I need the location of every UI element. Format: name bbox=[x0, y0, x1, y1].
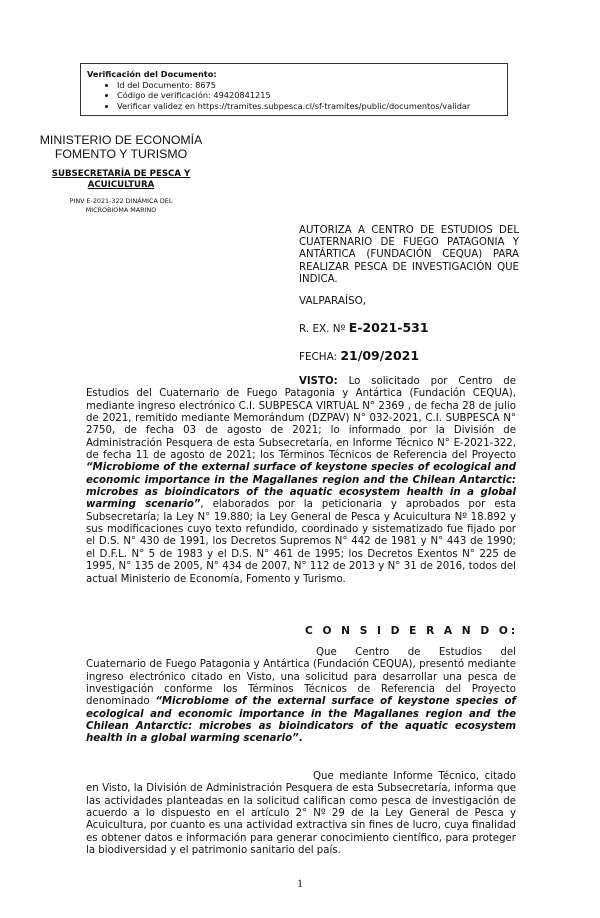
resolution-number bbox=[299, 320, 429, 335]
verification-url: • Verificar validez en https://tramites.subpesca.cl/sf-tramites/public/documentos/validar bbox=[117, 101, 501, 112]
verification-box bbox=[80, 63, 508, 116]
considerando-heading: C O N S I D E R A N D O: bbox=[305, 625, 519, 637]
resolution-value: E-2021-531 bbox=[348, 320, 429, 335]
p1-project-title: “Microbiome of the external surface of keystone species of ecological and economic importance in the Magallanes region and the Chilean Antarctic: microbes as bioindicators of the aquatic ecosystem health in a global warming scenario” bbox=[86, 696, 516, 745]
reference-code bbox=[30, 197, 212, 214]
place: VALPARAÍSO, bbox=[299, 295, 367, 307]
subsecretaria-line-2: ACUICULTURA bbox=[87, 180, 155, 190]
reference-line-2: MICROBIOMA MARINO bbox=[85, 205, 157, 214]
ministry-line-2: FOMENTO Y TURISMO bbox=[54, 147, 188, 161]
p1-text: Que Centro de Estudios del Cuaternario de Fuego Patagonia y Antártica (Fundación CEQUA), presentó mediante ingreso electrónico citado en Visto, una solicitud para desarrollar una pesca de investigación conforme los Términos Técnicos de Referencia del Proyecto denominado bbox=[86, 647, 516, 708]
date-label: FECHA: bbox=[299, 351, 338, 363]
verification-list bbox=[87, 80, 501, 112]
visto-text-b: , elaborados por la peticionaria y aprobados por esta Subsecretaría; la Ley N° 19.880; la Ley General de Pesca y Acuicultura Nº 18.892 y sus modificaciones cuyo texto refundido, coordinado y sistematizado fue fijado por el D.S. N° 430 de 1991, los Decretos Supremos N° 442 de 1981 y N° 443 de 1990; el D.F.L. N° 5 de 1983 y el D.S. N° 461 de 1995; los Decretos Exentos N° 225 de 1995, N° 135 de 2005, N° 434 de 2007, N° 112 de 2013 y N° 31 de 2016, todos del actual Ministerio de Economía, Fomento y Turismo. bbox=[86, 499, 517, 585]
verification-id: • Id del Documento: 8675 bbox=[117, 80, 501, 91]
page-number: 1 bbox=[297, 876, 303, 890]
verification-title: Verificación del Documento: bbox=[87, 69, 217, 79]
p2-text: Que mediante Informe Técnico, citado en Visto, la División de Administración Pesquera de esta Subsecretaría, informa que las actividades planteadas en la solicitud califican como pesca de investigación de acuerdo a lo dispuesto en el artículo 2° Nº 29 de la Ley General de Pesca y Acuicultura, por cuanto es una actividad extractiva sin fines de lucro, cuya finalidad es obtener datos e información para generar conocimiento científico, para proteger la biodiversidad y el patrimonio sanitario del país. bbox=[86, 771, 516, 857]
considerando-paragraph-1 bbox=[86, 647, 516, 746]
visto-paragraph bbox=[86, 376, 516, 586]
reference-line-1: PINV E-2021-322 DINÁMICA DEL bbox=[69, 197, 173, 205]
ministry-name bbox=[30, 133, 212, 161]
date-value: 21/09/2021 bbox=[340, 348, 420, 363]
resolution-date bbox=[299, 348, 419, 363]
visto-project-title: “Microbiome of the external surface of keystone species of ecological and economic importance in the Magallanes region and the Chilean Antarctic: microbes as bioindicators of the aquatic ecosystem health in a global warming scenario” bbox=[86, 462, 516, 511]
subsecretaria-name bbox=[30, 169, 212, 191]
ministry-line-1: MINISTERIO DE ECONOMÍA bbox=[39, 133, 203, 147]
verification-code: • Código de verificación: 49420841215 bbox=[117, 90, 501, 101]
visto-label: VISTO: bbox=[299, 376, 338, 387]
p1-end: . bbox=[298, 733, 303, 745]
subsecretaria-line-1: SUBSECRETARÍA DE PESCA Y bbox=[51, 169, 191, 179]
resolution-title: AUTORIZA A CENTRO DE ESTUDIOS DEL CUATERNARIO DE FUEGO PATAGONIA Y ANTÁRTICA (FUNDACIÓN CEQUA) PARA REALIZAR PESCA DE INVESTIGACIÓN QUE INDICA. bbox=[299, 225, 519, 285]
resolution-label: R. EX. Nº bbox=[299, 323, 346, 335]
considerando-paragraph-2 bbox=[86, 771, 516, 857]
visto-text-a: Lo solicitado por Centro de Estudios del Cuaternario de Fuego Patagonia y Antártica (Fundación CEQUA), mediante ingreso electrónico C.I. SUBPESCA VIRTUAL N° 2369 , de fecha 28 de julio de 2021, remitido mediante Memorándum (DZPAV) N° 032-2021, C.I. SUBPESCA N° 2750, de fecha 03 de agosto de 2021; lo informado por la División de Administración Pesquera de esta Subsecretaría, en Informe Técnico N° E-2021-322, de fecha 11 de agosto de 2021; los Términos Técnicos de Referencia del Proyecto bbox=[86, 376, 516, 462]
